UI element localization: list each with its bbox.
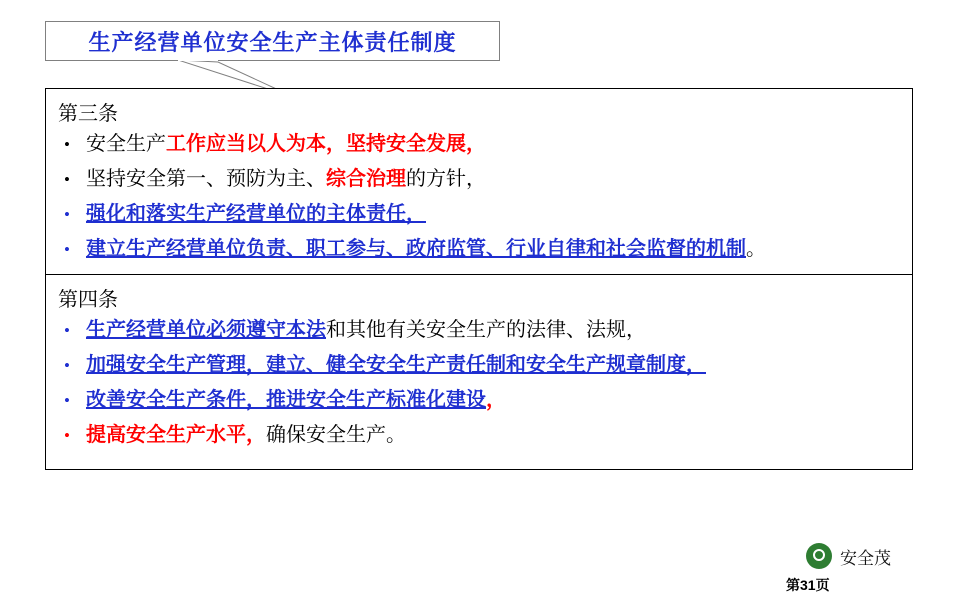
bullet-item (46, 351, 912, 380)
bullet-text (86, 235, 766, 264)
text-segment: 加强安全生产管理，建立、健全安全生产责任制和安全生产规章制度， (86, 354, 706, 376)
text-segment: 强化和落实生产经营单位的主体责任， (86, 203, 426, 225)
bullet-text (86, 130, 486, 159)
page-title: 生产经营单位安全生产主体责任制度 (88, 29, 457, 55)
bullet-point-icon: • (64, 391, 70, 410)
bullet-item (46, 316, 912, 345)
text-segment: 建立生产经营单位负责、职工参与、政府监管、行业自律和社会监督的机制 (86, 238, 746, 260)
section-article-3 (46, 89, 912, 275)
text-segment: 改善安全生产条件，推进安全生产标准化建设 (86, 389, 486, 411)
bullet-text (86, 386, 506, 415)
bullet-item (46, 386, 912, 415)
text-segment: 生产经营单位必须遵守本法 (86, 319, 326, 341)
text-segment: 安全生产 (86, 133, 166, 155)
bullet-item (46, 165, 912, 194)
content-box (45, 88, 913, 470)
bullet-point-icon: • (64, 205, 70, 224)
text-segment: 确保安全生产。 (266, 424, 406, 446)
bullet-item (46, 421, 912, 450)
bullet-item (46, 235, 912, 264)
bullet-list (46, 316, 912, 450)
brand-logo (806, 543, 891, 569)
bullet-item (46, 200, 912, 229)
text-segment: 。 (746, 238, 766, 260)
shield-icon (806, 543, 832, 569)
bullet-list (46, 130, 912, 264)
text-segment: 综合治理 (326, 168, 406, 190)
bullet-point-icon: • (64, 356, 70, 375)
bullet-text (86, 351, 706, 380)
text-segment: 提高安全生产水平， (86, 424, 266, 446)
bullet-point-icon: • (64, 426, 70, 445)
text-segment: 的方针， (406, 168, 486, 190)
bullet-point-icon: • (64, 240, 70, 259)
brand-name: 安全茂 (840, 548, 891, 568)
page-number: 第31页 (786, 577, 830, 593)
text-segment: 坚持安全第一、预防为主、 (86, 168, 326, 190)
bullet-text (86, 421, 406, 450)
bullet-point-icon: • (64, 170, 70, 189)
slide-title-callout (45, 21, 500, 61)
bullet-text (86, 165, 486, 194)
section-heading: 第四条 (58, 289, 118, 311)
text-segment: 和其他有关安全生产的法律、法规， (326, 319, 646, 341)
bullet-text (86, 316, 646, 345)
text-segment: 工作应当以人为本，坚持安全发展， (166, 133, 486, 155)
bullet-point-icon: • (64, 321, 70, 340)
bullet-item (46, 130, 912, 159)
bullet-point-icon: • (64, 135, 70, 154)
bullet-text (86, 200, 426, 229)
section-heading: 第三条 (58, 103, 118, 125)
text-segment: ， (486, 389, 506, 411)
section-article-4 (46, 275, 912, 469)
